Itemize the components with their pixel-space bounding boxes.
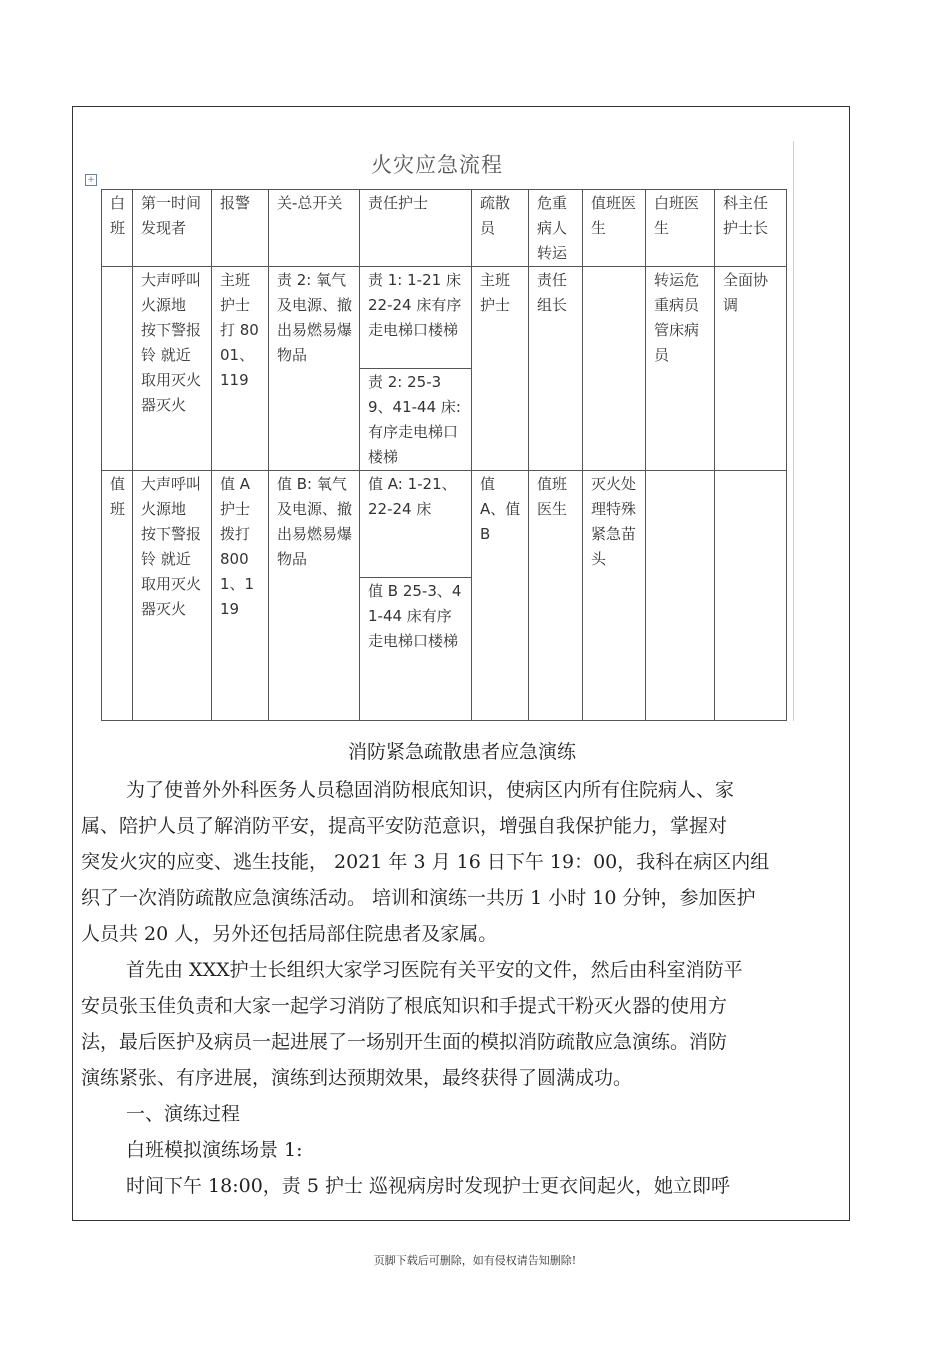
duty-doctor-cell: 灭火处理特殊紧急苗头 bbox=[583, 471, 646, 721]
paragraph-intro bbox=[73, 772, 850, 952]
nurse-group-b: 责 2: 25-39、41-44 床:有序走电梯口楼梯 bbox=[368, 373, 461, 466]
switch-cell: 责 2: 氧气及电源、撤出易燃易爆物品 bbox=[269, 267, 360, 471]
fire-response-table bbox=[101, 189, 787, 721]
nurse-group-a: 值 A: 1-21、22-24 床 bbox=[360, 471, 471, 578]
nurse-cell bbox=[360, 267, 472, 471]
discoverer-cell: 大声呼叫火源地 按下警报铃 就近取用灭火器灭火 bbox=[133, 267, 212, 471]
header-cell: 科主任护士长 bbox=[715, 190, 787, 267]
shift-label bbox=[102, 267, 133, 471]
table-move-handle-icon[interactable]: + bbox=[85, 174, 97, 186]
document-title: 消防紧急疏散患者应急演练 bbox=[347, 741, 576, 763]
text-line: 织了一次消防疏散应急演练活动。 培训和演练一共历 1 小时 10 分钟，参加医护 bbox=[81, 887, 756, 909]
header-cell: 报警 bbox=[212, 190, 269, 267]
flowchart-title: 火灾应急流程 bbox=[371, 153, 503, 177]
nurse-group-b: 值 B 25-3、41-44 床有序走电梯口楼梯 bbox=[368, 582, 462, 650]
table-header-row bbox=[102, 190, 787, 267]
evacuator-cell: 主班护士 bbox=[472, 267, 529, 471]
discoverer-cell: 大声呼叫火源地 按下警报铃 就近取用灭火器灭火 bbox=[133, 471, 212, 721]
header-cell: 疏散员 bbox=[472, 190, 529, 267]
scene-text: 时间下午 18:00，责 5 护士 巡视病房时发现护士更衣间起火，她立即呼 bbox=[126, 1175, 731, 1197]
text-line: 突发火灾的应变、逃生技能， 2021 年 3 月 16 日下午 19：00，我科在病区内组 bbox=[81, 851, 770, 873]
header-cell: 责任护士 bbox=[360, 190, 472, 267]
page-frame bbox=[72, 106, 850, 1221]
embedded-flow-image bbox=[81, 141, 794, 721]
section-heading: 一、演练过程 bbox=[126, 1103, 241, 1125]
critical-cell: 责任组长 bbox=[529, 267, 583, 471]
page-footer: 页脚下载后可删除，如有侵权请告知删除! bbox=[373, 1254, 577, 1267]
day-doctor-cell bbox=[646, 471, 715, 721]
evacuator-cell: 值 A、值 B bbox=[472, 471, 529, 721]
director-cell bbox=[715, 471, 787, 721]
text-line: 演练紧张、有序进展，演练到达预期效果，最终获得了圆满成功。 bbox=[81, 1067, 633, 1089]
text-line: 首先由 XXX护士长组织大家学习医院有关平安的文件，然后由科室消防平 bbox=[126, 959, 743, 981]
shift-label: 值班 bbox=[102, 471, 133, 721]
header-cell: 关-总开关 bbox=[269, 190, 360, 267]
paragraph-process bbox=[73, 952, 850, 1096]
critical-cell: 值班医生 bbox=[529, 471, 583, 721]
night-shift-row bbox=[102, 471, 787, 721]
header-cell: 值班医生 bbox=[583, 190, 646, 267]
text-line: 法，最后医护及病员一起进展了一场别开生面的模拟消防疏散应急演练。消防 bbox=[81, 1031, 728, 1053]
switch-cell: 值 B: 氧气及电源、撤出易燃易爆物品 bbox=[269, 471, 360, 721]
director-cell: 全面协调 bbox=[715, 267, 787, 471]
nurse-cell bbox=[360, 471, 472, 721]
duty-doctor-cell bbox=[583, 267, 646, 471]
document-body bbox=[73, 737, 850, 1204]
header-cell: 白班 bbox=[102, 190, 133, 267]
header-cell: 白班医生 bbox=[646, 190, 715, 267]
header-cell: 危重病人转运 bbox=[529, 190, 583, 267]
text-line: 属、陪护人员了解消防平安，提高平安防范意识，增强自我保护能力，掌握对 bbox=[81, 815, 728, 837]
alarm-cell: 主班护士打 8001、119 bbox=[212, 267, 269, 471]
day-doctor-cell: 转运危重病员 管床病员 bbox=[646, 267, 715, 471]
text-line: 人员共 20 人，另外还包括局部住院患者及家属。 bbox=[81, 923, 498, 945]
text-line: 为了使普外外科医务人员稳固消防根底知识，使病区内所有住院病人、家 bbox=[126, 779, 735, 801]
text-line: 安员张玉佳负责和大家一起学习消防了根底知识和手提式干粉灭火器的使用方 bbox=[81, 995, 728, 1017]
nurse-group-a: 责 1: 1-21 床 22-24 床有序走电梯口楼梯 bbox=[360, 267, 471, 369]
scene-heading: 白班模拟演练场景 1: bbox=[126, 1139, 303, 1161]
alarm-cell: 值 A 护士拨打 8001、119 bbox=[212, 471, 269, 721]
day-shift-row bbox=[102, 267, 787, 471]
header-cell: 第一时间发现者 bbox=[133, 190, 212, 267]
